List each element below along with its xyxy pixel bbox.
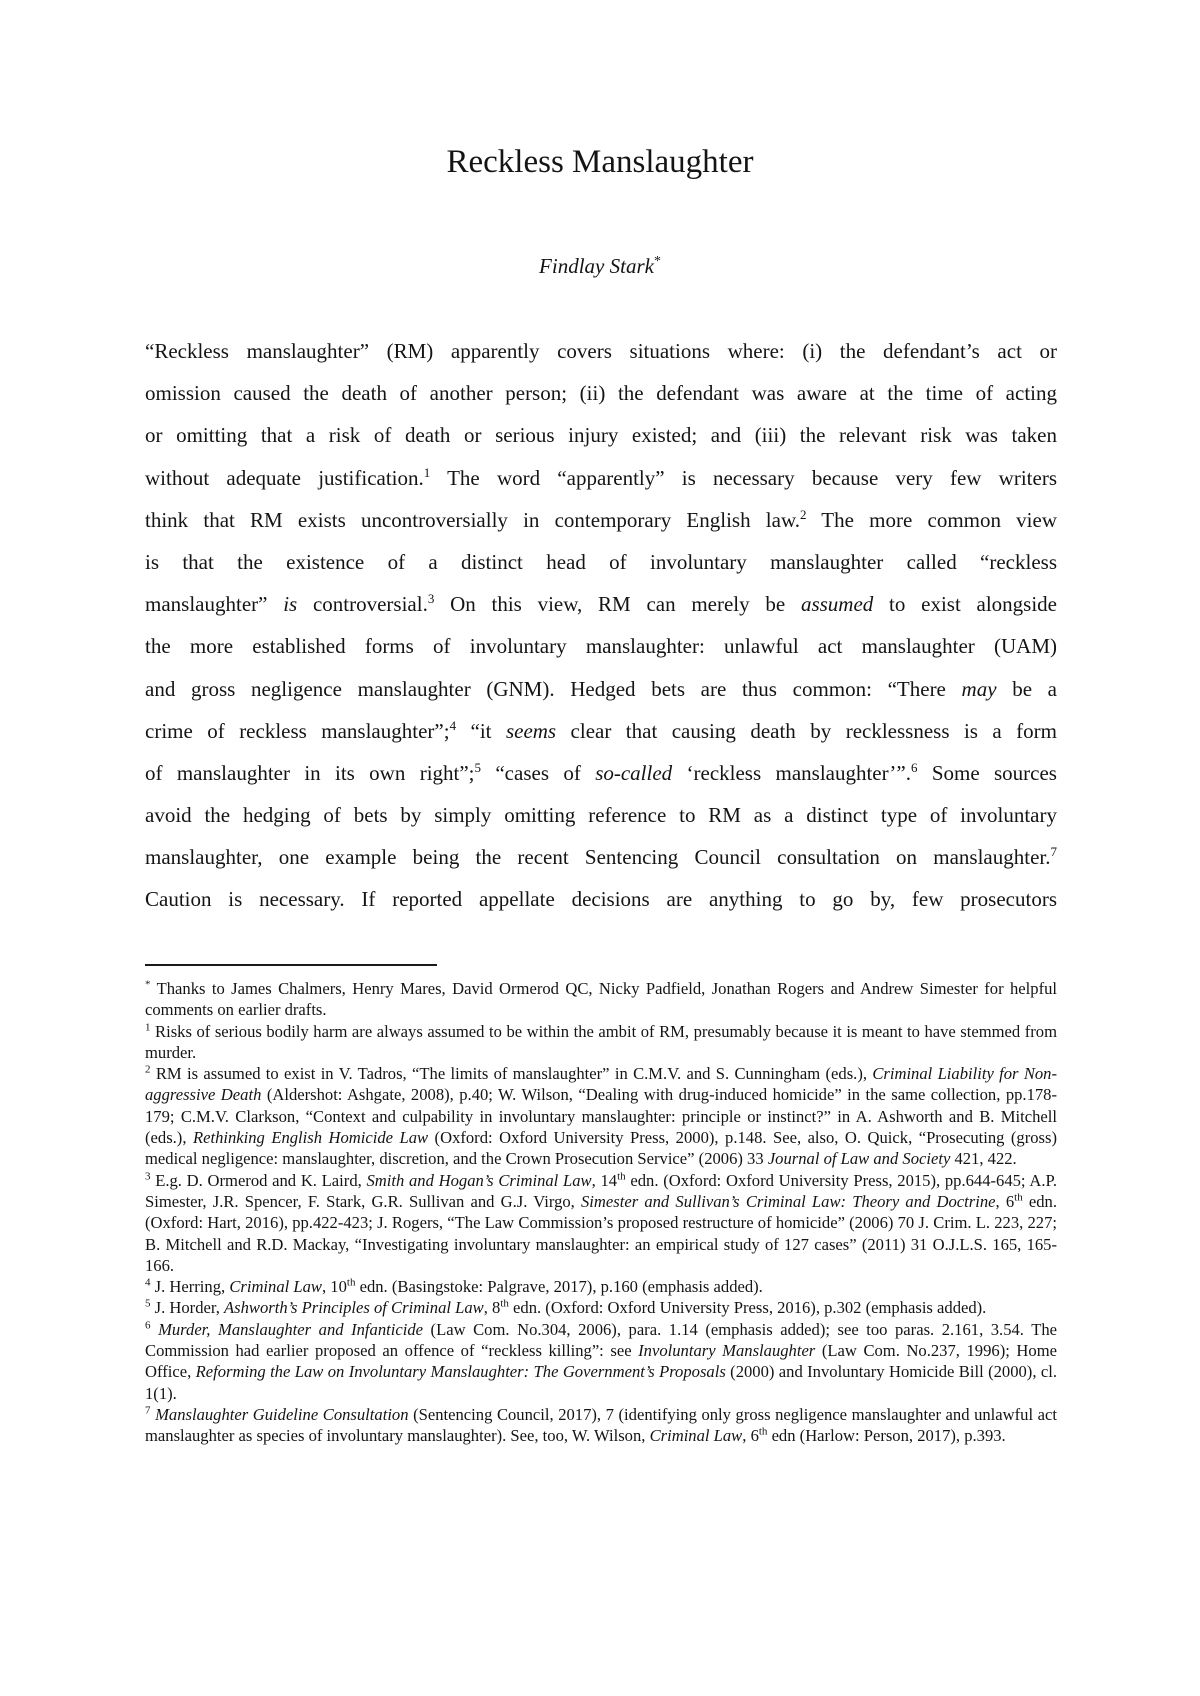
footnotes (145, 978, 1057, 1447)
text-run: or omitting that a risk of death or serious injury existed; and (iii) the relevant risk was taken (145, 423, 1057, 448)
text-run: controversial. (297, 592, 428, 617)
citation-title: Simester and Sullivan’s Criminal Law: Theory and Doctrine (581, 1191, 996, 1211)
text-run: avoid the hedging of bets by simply omitting reference to RM as a distinct type of involuntary (145, 803, 1057, 828)
footnote-text: RM is assumed to exist in V. Tadros, “The limits of manslaughter” in C.M.V. and S. Cunningham (eds.), (150, 1064, 873, 1084)
footnote-text: , 6 (742, 1426, 759, 1446)
body-line (145, 583, 1057, 625)
footnote-text: (Sentencing Council, 2017), 7 (identifying only gross negligence manslaughter and unlawful act manslaughter as species of involuntary manslaughter). See, too, W. Wilson, (145, 1404, 1057, 1446)
citation-title: Involuntary Manslaughter (638, 1341, 816, 1361)
text-run: ‘reckless manslaughter’”. (672, 760, 911, 785)
text-run: The more common view (806, 507, 1057, 532)
text-run: without adequate justification. (145, 465, 424, 490)
text-run: manslaughter” (145, 592, 284, 617)
ordinal-suffix: th (758, 1425, 768, 1438)
body-line (145, 541, 1057, 583)
text-run: is that the existence of a distinct head of involuntary manslaughter called “reckless (145, 549, 1057, 574)
text-run: think that RM exists uncontroversially in contemporary English law. (145, 507, 800, 532)
citation-title: Journal of Law and Society (767, 1149, 951, 1169)
text-run: crime of reckless manslaughter”; (145, 718, 450, 743)
body-line (145, 330, 1057, 372)
footnote-text: edn. (Basingstoke: Palgrave, 2017), p.160 (emphasis added). (355, 1277, 763, 1297)
body-line (145, 625, 1057, 667)
footnote-mark: * (145, 978, 151, 991)
citation-title: Murder, Manslaughter and Infanticide (158, 1319, 423, 1339)
text-run: The word “apparently” is necessary because very few writers (430, 465, 1057, 490)
citation-title: Criminal Law (229, 1277, 322, 1297)
footnote-mark: 7 (145, 1404, 151, 1417)
footnote-text: (Aldershot: Ashgate, 2008), p.40; W. Wilson, “Dealing with drug-induced homicide” in the same collection, pp.178-179; C.M.V. Clarkson, “Context and culpability in involuntary manslaughter: principle or instinct?” in A. Ashworth and B. Mitchell (eds.), (145, 1085, 1057, 1148)
emphasis: seems (505, 718, 557, 743)
citation-title: Manslaughter Guideline Consultation (155, 1404, 409, 1424)
body-line (145, 752, 1057, 794)
text-run: “it (456, 718, 506, 743)
footnote (145, 1276, 1057, 1297)
author-line (0, 248, 1200, 280)
text-run: to exist alongside (873, 592, 1058, 617)
footnote-ref: 2 (800, 506, 807, 522)
footnote-text: (2000) and Involuntary Homicide Bill (2000), cl. 1(1). (145, 1362, 1057, 1403)
footnote (145, 1404, 1057, 1447)
footnote-mark: 3 (145, 1170, 151, 1183)
footnote-text: , 14 (591, 1170, 618, 1190)
footnote (145, 1170, 1057, 1276)
citation-title: Smith and Hogan’s Criminal Law (366, 1170, 592, 1190)
ordinal-suffix: th (617, 1170, 626, 1183)
footnote-text: (Law Com. No.237, 1996); Home Office, (145, 1341, 1057, 1382)
text-run: Caution is necessary. If reported appellate decisions are anything to go by, few prosecutors (145, 887, 1057, 912)
ordinal-suffix: th (1014, 1191, 1023, 1204)
footnote-ref: 1 (423, 464, 431, 480)
text-run: omission caused the death of another person; (ii) the defendant was aware at the time of acting (145, 381, 1057, 406)
footnote-text: , 10 (322, 1277, 347, 1297)
footnote-text: J. Herring, (150, 1277, 230, 1297)
footnote-ref: 5 (474, 759, 482, 775)
text-run: “cases of (481, 760, 596, 785)
body-line (145, 668, 1057, 710)
body-line (145, 457, 1057, 499)
footnote-text: (Oxford: Oxford University Press, 2000), p.148. See, also, O. Quick, “Prosecuting (gross) medical negligence: manslaughter, discretion, and the Crown Prosecution Service” (2006) 33 (145, 1128, 1057, 1169)
author-name: Findlay Stark (539, 254, 654, 278)
footnote-mark: 5 (145, 1297, 151, 1310)
text-run: of manslaughter in its own right”; (145, 760, 475, 785)
body-line (145, 710, 1057, 752)
emphasis: may (961, 676, 997, 701)
footnote-text: J. Horder, (150, 1298, 225, 1318)
text-run: Some sources (917, 760, 1057, 785)
footnote-mark: 4 (145, 1276, 151, 1289)
footnote-text: edn. (Oxford: Oxford University Press, 2015), pp.644-645; A.P. Simester, J.R. Spencer, F. Stark, G.R. Sullivan and G.J. Virgo, (145, 1170, 1058, 1211)
author-footnote-mark: * (653, 254, 661, 269)
footnote (145, 1063, 1057, 1169)
citation-title: Ashworth’s Principles of Criminal Law (224, 1298, 484, 1318)
body-line (145, 414, 1057, 456)
body-line (145, 836, 1057, 878)
body-line (145, 794, 1057, 836)
footnote-text: E.g. D. Ormerod and K. Laird, (150, 1170, 367, 1190)
footnote-mark: 6 (145, 1319, 151, 1332)
body-line (145, 878, 1057, 920)
text-run: and gross negligence manslaughter (GNM). Hedged bets are thus common: “There (145, 676, 962, 701)
footnote-text: edn. (Oxford: Oxford University Press, 2016), p.302 (emphasis added). (508, 1298, 987, 1318)
footnote-text: 421, 422. (950, 1149, 1017, 1169)
footnote-text: , 8 (483, 1298, 501, 1318)
emphasis: is (283, 592, 298, 617)
body-line (145, 372, 1057, 414)
paper-title: Reckless Manslaughter (446, 144, 754, 180)
footnote-ref: 3 (427, 591, 435, 607)
emphasis: so-called (595, 760, 673, 785)
footnote-text: edn (Harlow: Person, 2017), p.393. (767, 1426, 1006, 1446)
text-run: On this view, RM can merely be (434, 592, 801, 617)
text-run: be a (996, 676, 1057, 701)
footnote (145, 1021, 1057, 1064)
citation-title: Rethinking English Homicide Law (192, 1128, 429, 1148)
footnote-text: Thanks to James Chalmers, Henry Mares, David Ormerod QC, Nicky Padfield, Jonathan Rogers and Andrew Simester for helpful comments on earlier drafts. (145, 979, 1057, 1020)
footnote (145, 1319, 1057, 1404)
footnote (145, 1297, 1057, 1318)
footnote-ref: 6 (910, 759, 918, 775)
body-paragraph (145, 330, 1057, 921)
emphasis: assumed (800, 592, 874, 617)
ordinal-suffix: th (500, 1297, 509, 1310)
footnote-text (151, 1320, 159, 1339)
footnote-text: edn. (Oxford: Hart, 2016), pp.422-423; J. Rogers, “The Law Commission’s proposed restructure of homicide” (2006) 70 J. Crim. L. 223, 227; B. Mitchell and R.D. Mackay, “Investigating involuntary manslaughter: an empirical study of 127 cases” (2011) 31 O.J.L.S. 165, 165-166. (145, 1191, 1057, 1275)
text-run: the more established forms of involuntary manslaughter: unlawful act manslaughter (UAM) (145, 634, 1057, 659)
text-run: clear that causing death by recklessness is a form (556, 718, 1057, 743)
footnote-separator (145, 964, 437, 966)
footnote-text: , 6 (995, 1191, 1015, 1211)
footnote-text: (Law Com. No.304, 2006), para. 1.14 (emphasis added); see too paras. 2.161, 3.54. The Commission had earlier proposed an offence of “reckless killing”: see (145, 1319, 1058, 1361)
footnote (145, 978, 1057, 1021)
citation-title: Criminal Law (649, 1426, 743, 1446)
footnote-mark: 1 (145, 1021, 151, 1034)
text-run: “Reckless manslaughter” (RM) apparently covers situations where: (i) the defendant’s act or (145, 339, 1057, 363)
citation-title: Criminal Liability for Non-aggressive Death (145, 1064, 1058, 1105)
footnote-ref: 7 (1050, 844, 1057, 860)
footnote-mark: 2 (145, 1063, 151, 1076)
footnote-ref: 4 (449, 717, 457, 733)
footnote-text: Risks of serious bodily harm are always assumed to be within the ambit of RM, presumably because it is meant to have stemmed from murder. (145, 1021, 1057, 1062)
ordinal-suffix: th (346, 1276, 356, 1289)
text-run: manslaughter, one example being the recent Sentencing Council consultation on manslaughter. (145, 845, 1051, 870)
citation-title: Reforming the Law on Involuntary Manslaughter: The Government’s Proposals (195, 1362, 726, 1382)
body-line (145, 499, 1057, 541)
